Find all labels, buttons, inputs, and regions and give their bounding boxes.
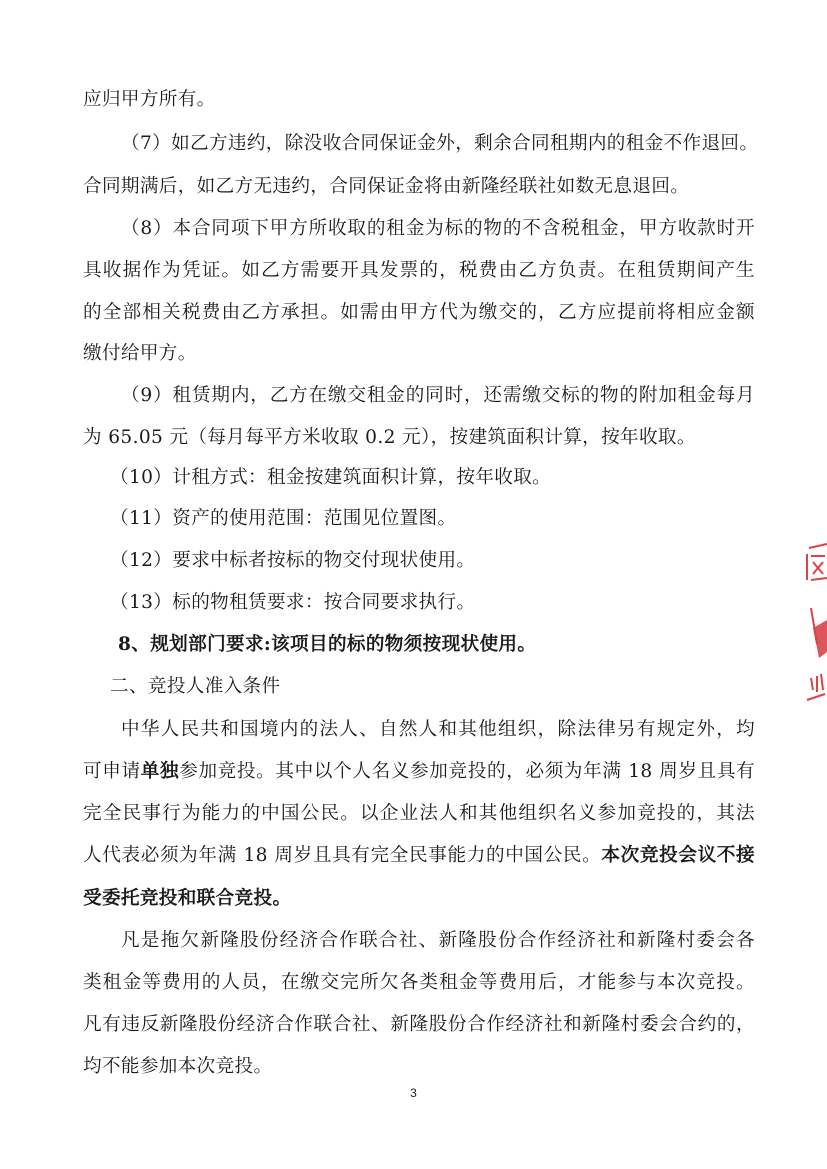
arrears-line-4: 均不能参加本次竞投。 [83, 1056, 273, 1077]
clause-7-line-2: 合同期满后，如乙方无违约，合同保证金将由新隆经联社如数无息退回。 [83, 176, 690, 197]
eligibility-line-2: 可申请单独参加竞投。其中以个人名义参加竞投的，必须为年满 18 周岁且具有 [83, 761, 755, 782]
clause-10: （10）计租方式：租金按建筑面积计算，按年收取。 [110, 467, 552, 488]
clause-8-line-4: 缴付给甲方。 [83, 343, 197, 364]
page-number: 3 [410, 1086, 417, 1100]
section-8-heading: 8、规划部门要求:该项目的标的物须按现状使用。 [118, 634, 537, 655]
eligibility-line-4: 人代表必须为年满 18 周岁且具有完全民事能力的中国公民。本次竞投会议不接 [83, 845, 755, 866]
clause-7-line-1: （7）如乙方违约，除没收合同保证金外，剩余合同租期内的租金不作退回。 [121, 133, 759, 154]
clause-12: （12）要求中标者按标的物交付现状使用。 [110, 550, 476, 571]
arrears-line-3: 凡有违反新隆股份经济合作联合社、新隆股份合作经济社和新隆村委会合约的， [83, 1014, 755, 1035]
emphasis-text: 单独 [140, 761, 180, 782]
eligibility-line-1: 中华人民共和国境内的法人、自然人和其他组织，除法律另有规定外，均 [121, 719, 755, 740]
clause-9-line-2: 为 65.05 元（每月每平方米收取 0.2 元），按建筑面积计算，按年收取。 [83, 427, 696, 448]
text-line: 应归甲方所有。 [83, 89, 216, 110]
eligibility-line-3: 完全民事行为能力的中国公民。以企业法人和其他组织名义参加竞投的，其法 [83, 803, 755, 824]
clause-8-line-3: 的全部相关税费由乙方承担。如需由甲方代为缴交的，乙方应提前将相应金额 [83, 302, 755, 323]
clause-8-line-2: 具收据作为凭证。如乙方需要开具发票的，税费由乙方负责。在租赁期间产生 [83, 260, 755, 281]
emphasis-text: 本次竞投会议不接 [601, 845, 755, 866]
clause-9-line-1: （9）租赁期内，乙方在缴交租金的同时，还需缴交标的物的附加租金每月 [121, 385, 755, 406]
eligibility-line-5: 受委托竞投和联合竞投。 [83, 888, 292, 909]
arrears-line-1: 凡是拖欠新隆股份经济合作联合社、新隆股份合作经济社和新隆村委会各 [121, 930, 755, 951]
clause-8-line-1: （8）本合同项下甲方所收取的租金为标的物的不含税租金，甲方收款时开 [121, 218, 755, 239]
seal-stamp-icon [799, 540, 827, 720]
arrears-line-2: 类租金等费用的人员，在缴交完所欠各类租金等费用后，才能参与本次竞投。 [83, 972, 755, 993]
clause-11: （11）资产的使用范围：范围见位置图。 [110, 508, 457, 529]
clause-13: （13）标的物租赁要求：按合同要求执行。 [110, 592, 476, 613]
section-2-heading: 二、竞投人准入条件 [110, 676, 281, 697]
